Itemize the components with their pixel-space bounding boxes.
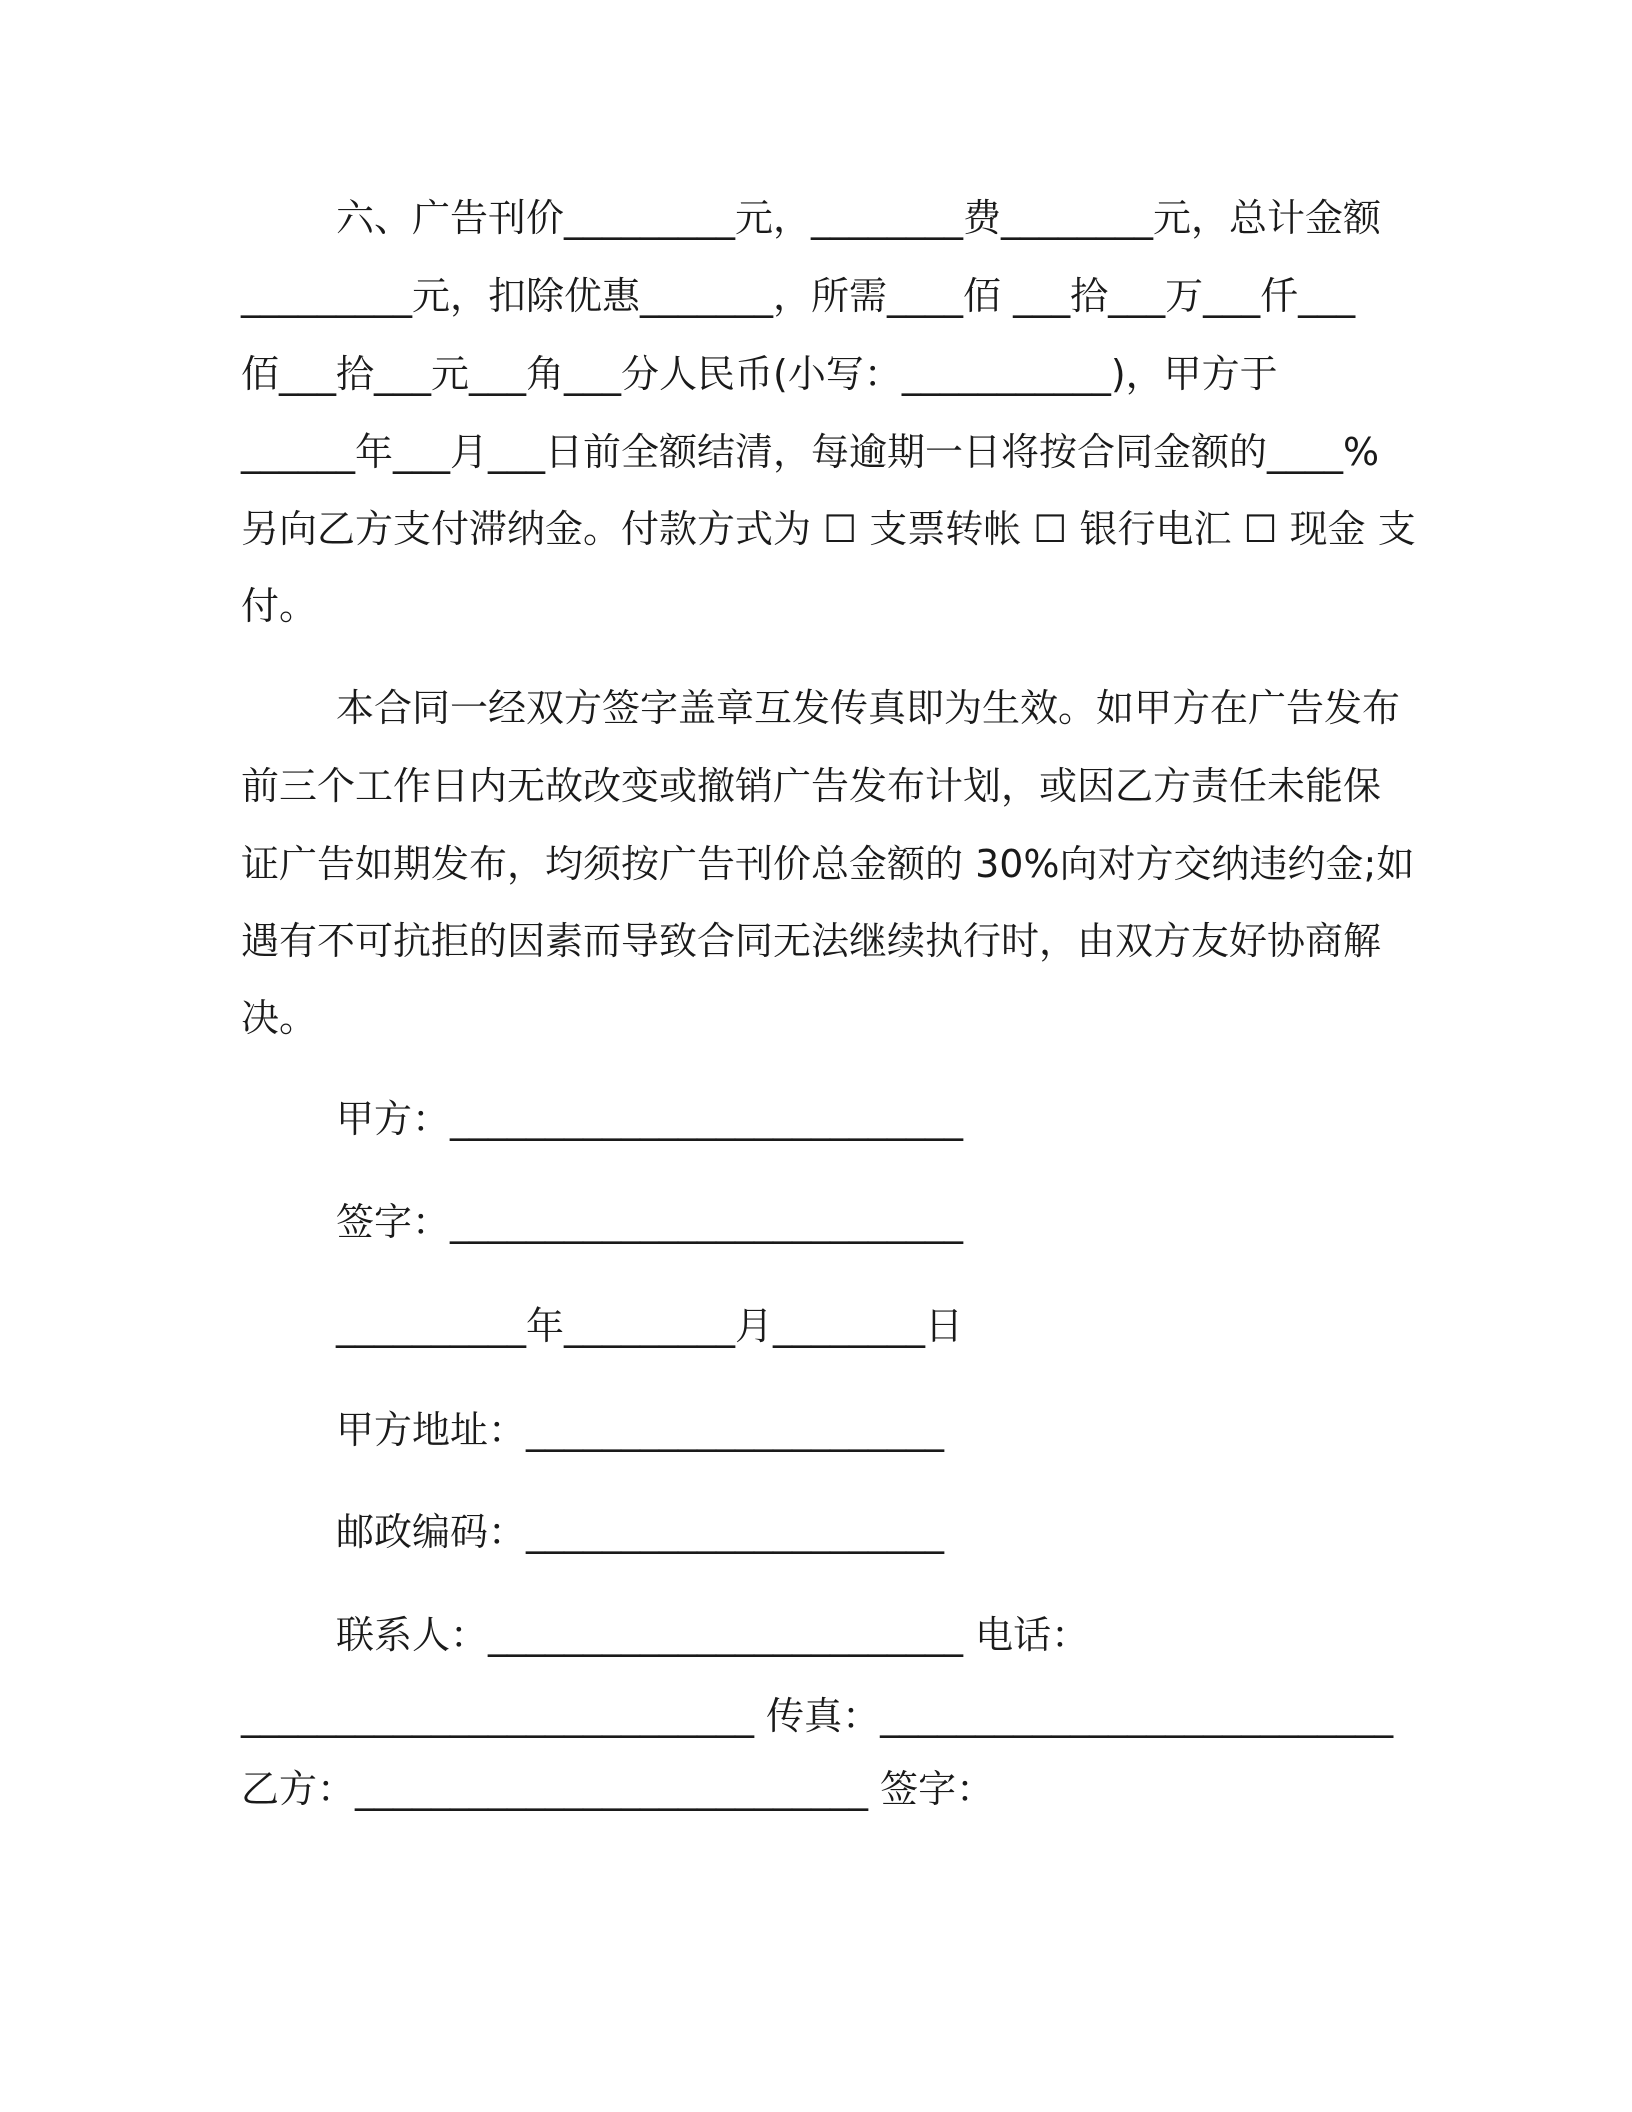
contact-phone-field: 联系人：_________________________ 电话： (336, 1613, 1090, 1657)
clause6-line-2: _________元，扣除优惠_______，所需____佰 ___拾___万___仟___ (241, 274, 1356, 318)
party-a-field: 甲方：___________________________ (336, 1097, 964, 1141)
date-field: __________年_________月________日 (336, 1304, 964, 1348)
address-field: 甲方地址：______________________ (336, 1408, 945, 1452)
effect-line-5: 决。 (241, 996, 318, 1040)
effect-line-3: 证广告如期发布，均须按广告刊价总金额的 30%向对方交纳违约金;如 (241, 842, 1415, 886)
clause6-line-3: 佰___拾___元___角___分人民币(小写：___________)，甲方于 (241, 352, 1278, 396)
clause6-line-4: ______年___月___日前全额结清，每逾期一日将按合同金额的____% (241, 430, 1380, 474)
clause6-line-1: 六、广告刊价_________元，________费________元，总计金额 (336, 196, 1382, 240)
effect-line-2: 前三个工作日内无故改变或撤销广告发布计划，或因乙方责任未能保 (241, 764, 1382, 808)
fax-field: ___________________________ 传真：___________________________ (241, 1694, 1394, 1738)
effect-line-1: 本合同一经双方签字盖章互发传真即为生效。如甲方在广告发布 (336, 686, 1401, 730)
sign-field: 签字：___________________________ (336, 1200, 964, 1244)
clause6-line-6: 付。 (241, 584, 318, 628)
party-b-field: 乙方：___________________________ 签字： (241, 1767, 995, 1811)
postcode-field: 邮政编码：______________________ (336, 1510, 945, 1554)
effect-line-4: 遇有不可抗拒的因素而导致合同无法继续执行时，由双方友好协商解 (241, 919, 1382, 963)
clause6-line-5: 另向乙方支付滞纳金。付款方式为 ☐ 支票转帐 ☐ 银行电汇 ☐ 现金 支 (241, 507, 1416, 551)
